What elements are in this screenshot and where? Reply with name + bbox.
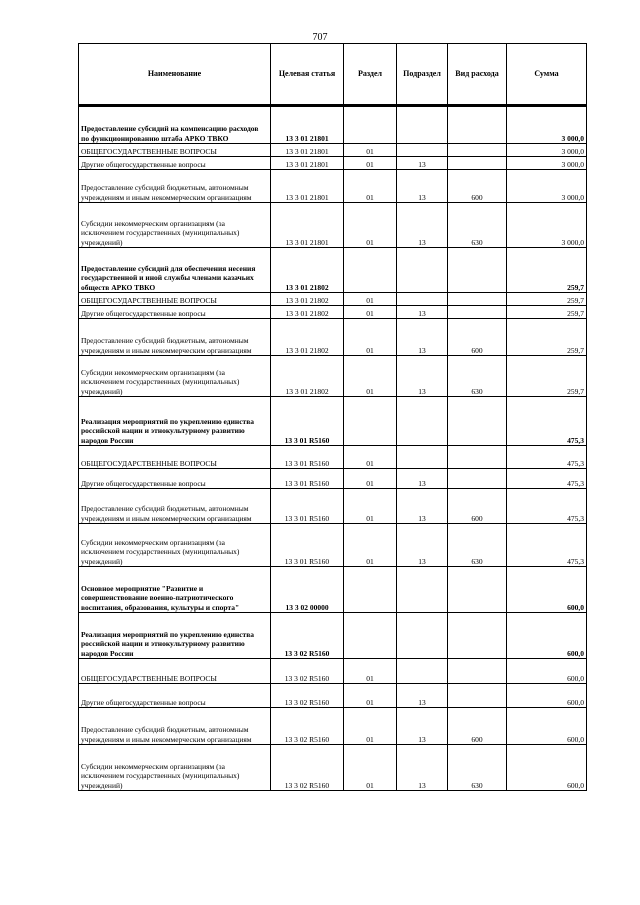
cell-subsection: 13 [397, 469, 448, 489]
cell-target-article: 13 3 01 21801 [271, 157, 344, 170]
table-row [79, 203, 587, 248]
cell-name: Другие общегосударственные вопросы [79, 157, 271, 170]
table-row [79, 446, 587, 469]
cell-name: Субсидии некоммерческим организациям (за исключением государственных (муниципальных) учреждений) [79, 356, 271, 397]
cell-expense-type [448, 157, 507, 170]
cell-target-article: 13 3 01 21801 [271, 106, 344, 144]
table-row [79, 157, 587, 170]
cell-expense-type [448, 446, 507, 469]
cell-section: 01 [344, 144, 397, 157]
cell-name: ОБЩЕГОСУДАРСТВЕННЫЕ ВОПРОСЫ [79, 293, 271, 306]
cell-section: 01 [344, 203, 397, 248]
cell-amount: 475,3 [507, 397, 587, 446]
cell-section: 01 [344, 306, 397, 319]
cell-section: 01 [344, 684, 397, 708]
cell-target-article: 13 3 01 R5160 [271, 397, 344, 446]
header-name: Наименование [79, 44, 271, 106]
cell-target-article: 13 3 01 21802 [271, 306, 344, 319]
cell-target-article: 13 3 01 21802 [271, 319, 344, 356]
cell-name: Реализация мероприятий по укреплению единства российской нации и этнокультурному развитию народов России [79, 397, 271, 446]
cell-section: 01 [344, 293, 397, 306]
cell-section [344, 397, 397, 446]
cell-target-article: 13 3 01 R5160 [271, 489, 344, 524]
cell-section: 01 [344, 524, 397, 567]
cell-target-article: 13 3 02 R5160 [271, 745, 344, 791]
table-row [79, 306, 587, 319]
cell-expense-type [448, 248, 507, 293]
cell-name: Предоставление субсидий бюджетным, автономным учреждениям и иным некоммерческим организациям [79, 170, 271, 203]
cell-expense-type: 600 [448, 319, 507, 356]
cell-amount: 600,0 [507, 567, 587, 613]
cell-name: Другие общегосударственные вопросы [79, 306, 271, 319]
table-row [79, 524, 587, 567]
cell-section [344, 613, 397, 659]
cell-amount: 600,0 [507, 708, 587, 745]
cell-target-article: 13 3 01 21802 [271, 293, 344, 306]
cell-expense-type [448, 684, 507, 708]
cell-name: Предоставление субсидий бюджетным, автономным учреждениям и иным некоммерческим организациям [79, 489, 271, 524]
cell-subsection [397, 144, 448, 157]
cell-subsection [397, 293, 448, 306]
cell-name: Реализация мероприятий по укреплению единства российской нации и этнокультурному развитию народов России [79, 613, 271, 659]
cell-section [344, 106, 397, 144]
cell-amount: 3 000,0 [507, 203, 587, 248]
cell-subsection: 13 [397, 319, 448, 356]
table-row [79, 659, 587, 684]
table-row [79, 248, 587, 293]
cell-amount: 600,0 [507, 684, 587, 708]
cell-subsection [397, 446, 448, 469]
cell-target-article: 13 3 01 21801 [271, 203, 344, 248]
table-body [79, 106, 587, 791]
cell-name: Субсидии некоммерческим организациям (за исключением государственных (муниципальных) учреждений) [79, 203, 271, 248]
cell-target-article: 13 3 02 R5160 [271, 684, 344, 708]
cell-expense-type [448, 469, 507, 489]
budget-table [78, 43, 587, 791]
cell-section: 01 [344, 469, 397, 489]
cell-target-article: 13 3 01 R5160 [271, 446, 344, 469]
cell-subsection [397, 567, 448, 613]
table-row [79, 170, 587, 203]
table-row [79, 293, 587, 306]
header-section: Раздел [344, 44, 397, 106]
cell-subsection [397, 613, 448, 659]
table-row [79, 469, 587, 489]
cell-section: 01 [344, 446, 397, 469]
cell-expense-type [448, 397, 507, 446]
cell-subsection: 13 [397, 203, 448, 248]
cell-expense-type [448, 144, 507, 157]
cell-target-article: 13 3 02 R5160 [271, 708, 344, 745]
table-row [79, 745, 587, 791]
cell-subsection [397, 397, 448, 446]
cell-target-article: 13 3 02 00000 [271, 567, 344, 613]
table-header-row [79, 44, 587, 106]
cell-section: 01 [344, 157, 397, 170]
cell-expense-type: 600 [448, 170, 507, 203]
cell-amount: 3 000,0 [507, 170, 587, 203]
header-subsection: Подраздел [397, 44, 448, 106]
table-row [79, 144, 587, 157]
cell-amount: 475,3 [507, 489, 587, 524]
cell-name: ОБЩЕГОСУДАРСТВЕННЫЕ ВОПРОСЫ [79, 446, 271, 469]
cell-target-article: 13 3 01 R5160 [271, 469, 344, 489]
cell-expense-type [448, 567, 507, 613]
table-row [79, 106, 587, 144]
header-expense-type: Вид расхода [448, 44, 507, 106]
cell-amount: 259,7 [507, 248, 587, 293]
table-row [79, 708, 587, 745]
cell-section: 01 [344, 319, 397, 356]
header-target-article: Целевая статья [271, 44, 344, 106]
cell-section: 01 [344, 489, 397, 524]
cell-section: 01 [344, 170, 397, 203]
cell-subsection: 13 [397, 306, 448, 319]
cell-amount: 600,0 [507, 745, 587, 791]
cell-name: Предоставление субсидий бюджетным, автономным учреждениям и иным некоммерческим организациям [79, 708, 271, 745]
cell-expense-type [448, 659, 507, 684]
cell-name: Субсидии некоммерческим организациям (за исключением государственных (муниципальных) учреждений) [79, 745, 271, 791]
cell-subsection: 13 [397, 489, 448, 524]
cell-amount: 600,0 [507, 659, 587, 684]
cell-target-article: 13 3 02 R5160 [271, 613, 344, 659]
table-row [79, 356, 587, 397]
cell-name: Предоставление субсидий бюджетным, автономным учреждениям и иным некоммерческим организациям [79, 319, 271, 356]
cell-target-article: 13 3 01 21802 [271, 356, 344, 397]
cell-section: 01 [344, 356, 397, 397]
cell-subsection: 13 [397, 745, 448, 791]
page-number: 707 [312, 32, 328, 43]
cell-amount: 3 000,0 [507, 157, 587, 170]
cell-amount: 3 000,0 [507, 106, 587, 144]
cell-expense-type: 600 [448, 489, 507, 524]
cell-expense-type [448, 613, 507, 659]
cell-expense-type: 630 [448, 745, 507, 791]
table-row [79, 319, 587, 356]
cell-section: 01 [344, 659, 397, 684]
cell-target-article: 13 3 02 R5160 [271, 659, 344, 684]
cell-amount: 600,0 [507, 613, 587, 659]
cell-subsection [397, 248, 448, 293]
cell-name: Субсидии некоммерческим организациям (за исключением государственных (муниципальных) учреждений) [79, 524, 271, 567]
cell-name: ОБЩЕГОСУДАРСТВЕННЫЕ ВОПРОСЫ [79, 659, 271, 684]
cell-expense-type: 600 [448, 708, 507, 745]
cell-amount: 259,7 [507, 293, 587, 306]
cell-target-article: 13 3 01 21802 [271, 248, 344, 293]
cell-subsection: 13 [397, 524, 448, 567]
cell-name: Основное мероприятие "Развитие и совершенствование военно-патриотического воспитания, образования, культуры и спорта" [79, 567, 271, 613]
cell-subsection: 13 [397, 684, 448, 708]
cell-name: Другие общегосударственные вопросы [79, 684, 271, 708]
cell-name: Предоставление субсидий для обеспечения несения государственной и иной службы членами казачьих обществ АРКО ТВКО [79, 248, 271, 293]
cell-subsection: 13 [397, 157, 448, 170]
table-row [79, 397, 587, 446]
cell-amount: 259,7 [507, 306, 587, 319]
cell-expense-type: 630 [448, 203, 507, 248]
table-row [79, 489, 587, 524]
cell-subsection: 13 [397, 356, 448, 397]
cell-name: Предоставление субсидий на компенсацию расходов по функционированию штаба АРКО ТВКО [79, 106, 271, 144]
cell-amount: 259,7 [507, 319, 587, 356]
cell-name: Другие общегосударственные вопросы [79, 469, 271, 489]
header-amount: Сумма [507, 44, 587, 106]
cell-amount: 475,3 [507, 446, 587, 469]
cell-section: 01 [344, 745, 397, 791]
cell-amount: 475,3 [507, 524, 587, 567]
cell-subsection: 13 [397, 708, 448, 745]
cell-expense-type: 630 [448, 356, 507, 397]
cell-name: ОБЩЕГОСУДАРСТВЕННЫЕ ВОПРОСЫ [79, 144, 271, 157]
cell-subsection [397, 659, 448, 684]
cell-target-article: 13 3 01 21801 [271, 144, 344, 157]
cell-expense-type: 630 [448, 524, 507, 567]
cell-expense-type [448, 106, 507, 144]
cell-target-article: 13 3 01 R5160 [271, 524, 344, 567]
cell-section: 01 [344, 708, 397, 745]
cell-expense-type [448, 306, 507, 319]
cell-amount: 3 000,0 [507, 144, 587, 157]
cell-amount: 259,7 [507, 356, 587, 397]
cell-subsection [397, 106, 448, 144]
table-row [79, 567, 587, 613]
table-row [79, 684, 587, 708]
cell-section [344, 567, 397, 613]
cell-amount: 475,3 [507, 469, 587, 489]
cell-target-article: 13 3 01 21801 [271, 170, 344, 203]
cell-section [344, 248, 397, 293]
table-row [79, 613, 587, 659]
cell-subsection: 13 [397, 170, 448, 203]
cell-expense-type [448, 293, 507, 306]
